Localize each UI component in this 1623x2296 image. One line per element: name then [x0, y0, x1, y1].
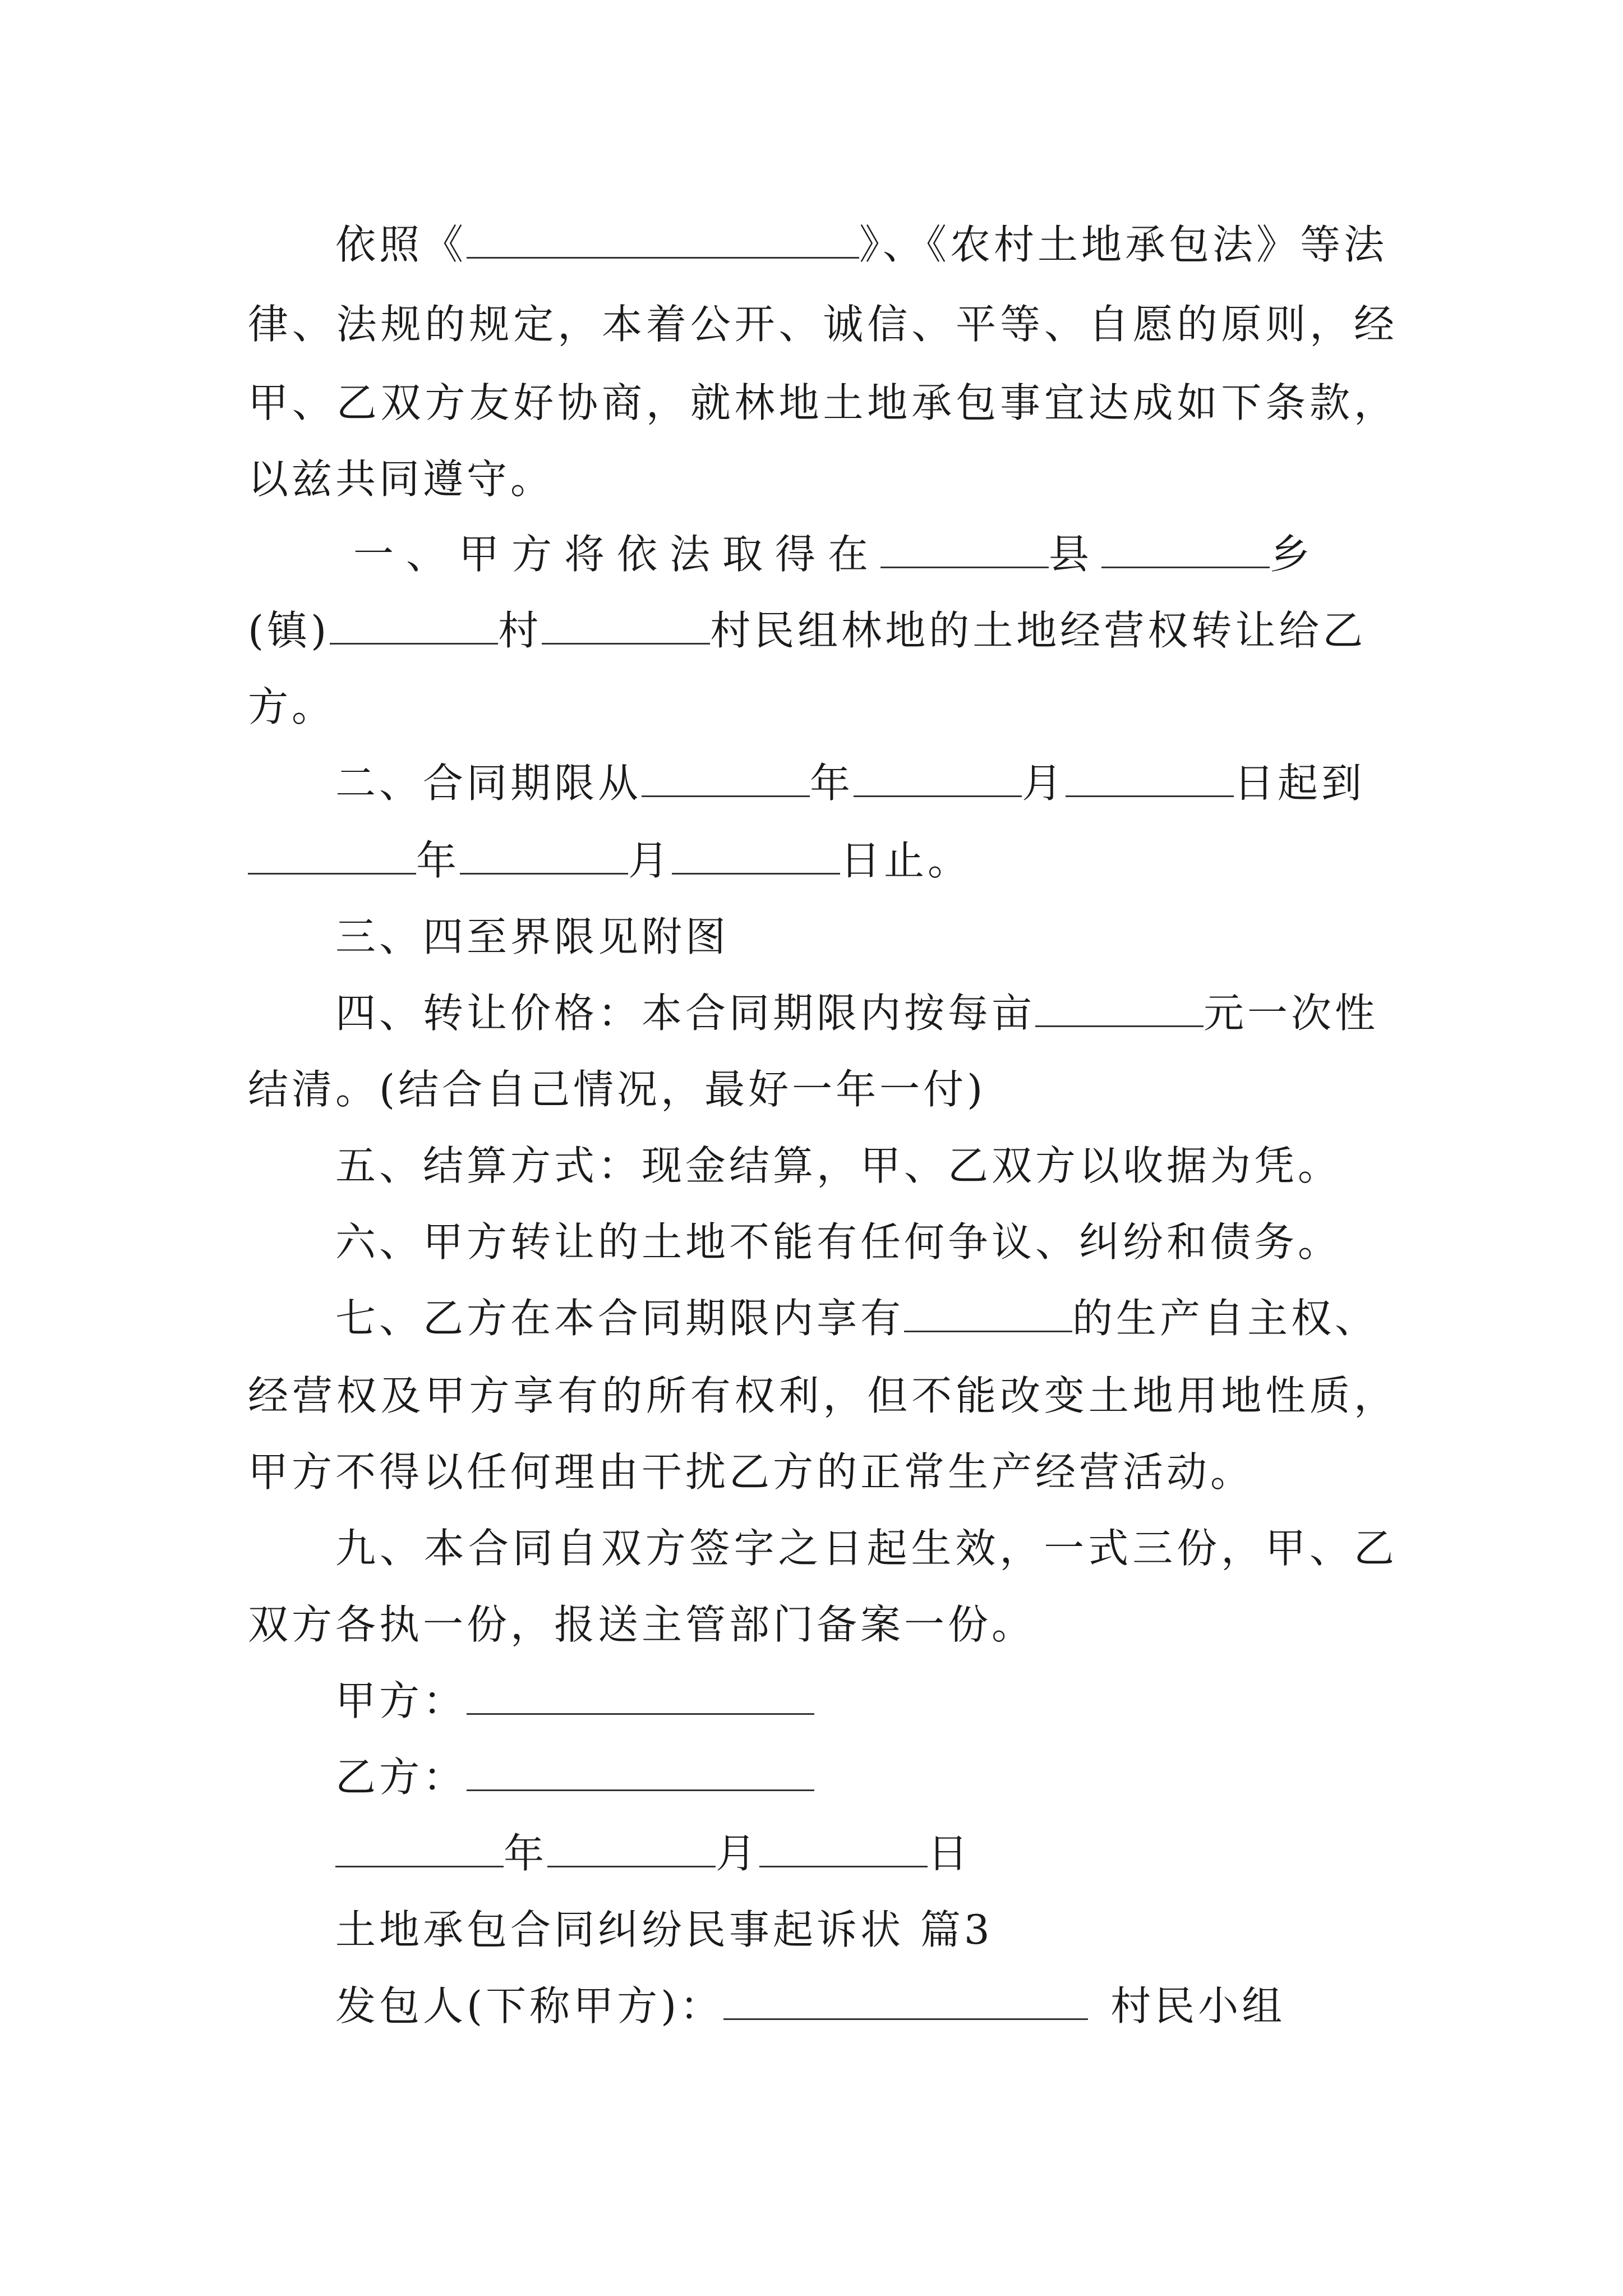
paragraph-8-line-3: 甲方不得以任何理由干扰乙方的正常生产经营活动。: [248, 1448, 1255, 1496]
paragraph-3-line-2: [248, 834, 1398, 887]
paragraph-5-line-2: 结清。(结合自己情况，最好一年一付): [248, 1066, 986, 1113]
blank-end-month[interactable]: [460, 837, 628, 875]
text: 村民组林地的土地经营权转让给乙: [710, 607, 1367, 654]
text: 日止。: [840, 837, 972, 884]
text: 村: [498, 607, 542, 654]
text: 日起到: [1234, 760, 1366, 807]
blank-end-year[interactable]: [248, 837, 416, 875]
blank-price[interactable]: [1035, 990, 1204, 1027]
text: 七、乙方在本合同期限内享有: [335, 1295, 905, 1342]
party-b-label: 乙方：: [335, 1754, 467, 1801]
party-b-signature-blank[interactable]: [467, 1754, 814, 1791]
blank-township[interactable]: [1101, 531, 1270, 568]
text: 元一次性: [1204, 990, 1379, 1037]
contractor-blank[interactable]: [723, 1982, 1088, 2020]
text: 县: [1049, 531, 1102, 578]
text: 村民小组: [1110, 1982, 1286, 2030]
party-a-label: 甲方：: [335, 1677, 467, 1724]
paragraph-3-line-1: [335, 756, 1398, 810]
paragraph-1-line-3: 甲、乙双方友好协商，就林地土地承包事宜达成如下条款，: [248, 379, 1398, 426]
text: 乡: [1270, 531, 1323, 578]
paragraph-1-line-4: 以兹共同遵守。: [248, 455, 555, 503]
party-a-signature-blank[interactable]: [467, 1677, 814, 1715]
paragraph-1-line-1: [335, 218, 1398, 272]
signature-party-b: [335, 1750, 1398, 1804]
signature-party-a: [335, 1674, 1398, 1728]
text: (镇): [248, 607, 330, 654]
paragraph-7: 六、甲方转让的土地不能有任何争议、纠纷和债务。: [335, 1218, 1342, 1266]
blank-village[interactable]: [542, 607, 710, 645]
text: 一、甲方将依法取得在: [353, 531, 881, 578]
blank-end-day[interactable]: [672, 837, 840, 875]
paragraph-9-line-2: 双方各执一份，报送主管部门备案一份。: [248, 1601, 1036, 1648]
blank-sign-day[interactable]: [759, 1830, 928, 1867]
blank-start-year[interactable]: [642, 760, 810, 797]
paragraph-5-line-1: [335, 986, 1398, 1040]
text: 四、转让价格：本合同期限内按每亩: [335, 990, 1036, 1037]
paragraph-8-line-2: 经营权及甲方享有的所有权利，但不能改变土地用地性质，: [248, 1372, 1398, 1419]
signature-date: [335, 1826, 1398, 1880]
text: 年: [504, 1830, 548, 1877]
text: 年: [416, 837, 460, 884]
contractor-label: 发包人(下称甲方)：: [335, 1982, 724, 2030]
text: 月: [1022, 760, 1066, 807]
contractor-line: [335, 1979, 1398, 2033]
section-heading: 土地承包合同纠纷民事起诉状 篇3: [335, 1906, 993, 1953]
blank-start-month[interactable]: [854, 760, 1022, 797]
paragraph-4: 三、四至界限见附图: [335, 913, 730, 960]
paragraph-2-line-2: [248, 604, 1398, 657]
text: 依照《: [335, 221, 467, 268]
paragraph-2-line-1: [353, 527, 1415, 581]
blank-start-day[interactable]: [1066, 760, 1234, 797]
paragraph-1-line-2: 律、法规的规定，本着公开、诚信、平等、自愿的原则，经: [248, 301, 1398, 348]
text: 的生产自主权、: [1072, 1295, 1379, 1342]
text: 二、合同期限从: [335, 760, 642, 807]
blank-right[interactable]: [904, 1295, 1072, 1332]
paragraph-6: 五、结算方式：现金结算，甲、乙双方以收据为凭。: [335, 1142, 1342, 1189]
text: 月: [628, 837, 672, 884]
blank-sign-month[interactable]: [547, 1830, 716, 1867]
blank-sign-year[interactable]: [335, 1830, 504, 1867]
text: 月: [716, 1830, 760, 1877]
blank-law-name[interactable]: [467, 221, 859, 259]
blank-county[interactable]: [880, 531, 1049, 568]
paragraph-8-line-1: [335, 1291, 1398, 1345]
blank-town[interactable]: [330, 607, 498, 645]
text: 年: [810, 760, 854, 807]
paragraph-9-line-1: 九、本合同自双方签字之日起生效，一式三份，甲、乙: [335, 1525, 1398, 1572]
paragraph-2-line-3: 方。: [248, 683, 336, 730]
text: 》、《农村土地承包法》等法: [859, 221, 1388, 268]
text: 日: [928, 1830, 972, 1877]
